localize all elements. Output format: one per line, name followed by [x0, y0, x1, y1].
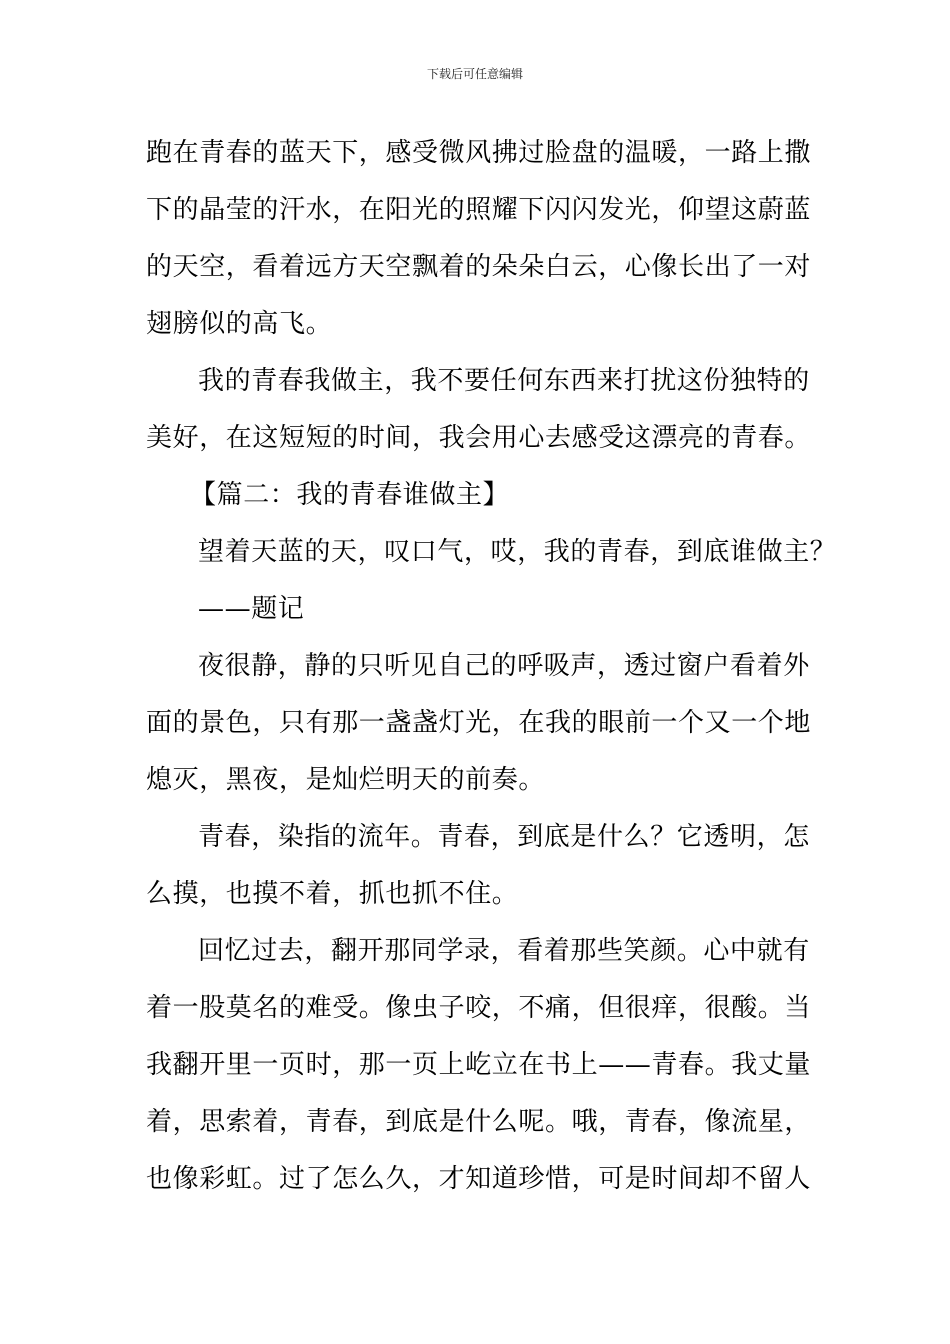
section-heading: 【篇二：我的青春谁做主】 [190, 480, 510, 510]
text-line: 望着天蓝的天，叹口气，哎，我的青春，到底谁做主？ [198, 537, 837, 567]
text-line: 着一股莫名的难受。像虫子咬，不痛，但很痒，很酸。当 [146, 993, 812, 1023]
text-line: 美好，在这短短的时间，我会用心去感受这漂亮的青春。 [146, 423, 812, 453]
text-line: 熄灭，黑夜，是灿烂明天的前奏。 [146, 765, 546, 795]
text-line: 么摸，也摸不着，抓也抓不住。 [146, 879, 519, 909]
text-line: 回忆过去，翻开那同学录，看着那些笑颜。心中就有 [198, 936, 810, 966]
text-line: 也像彩虹。过了怎么久，才知道珍惜，可是时间却不留人 [146, 1164, 812, 1194]
text-line: 下的晶莹的汗水，在阳光的照耀下闪闪发光，仰望这蔚蓝 [146, 195, 812, 225]
text-line: 我的青春我做主，我不要任何东西来打扰这份独特的 [198, 366, 810, 396]
text-line: 的天空，看着远方天空飘着的朵朵白云，心像长出了一对 [146, 252, 812, 282]
epigraph-attribution: ——题记 [198, 594, 305, 624]
text-line: 面的景色，只有那一盏盏灯光，在我的眼前一个又一个地 [146, 708, 812, 738]
page-header: 下载后可任意编辑 [426, 67, 523, 81]
text-line: 翅膀似的高飞。 [146, 309, 333, 339]
text-line: 青春，染指的流年。青春，到底是什么？它透明，怎 [198, 822, 810, 852]
text-line: 我翻开里一页时，那一页上屹立在书上——青春。我丈量 [146, 1050, 812, 1080]
text-line: 着，思索着，青春，到底是什么呢。哦，青春，像流星， [146, 1107, 812, 1137]
text-line: 跑在青春的蓝天下，感受微风拂过脸盘的温暖，一路上撒 [146, 138, 812, 168]
text-line: 夜很静，静的只听见自己的呼吸声，透过窗户看着外 [198, 651, 810, 681]
